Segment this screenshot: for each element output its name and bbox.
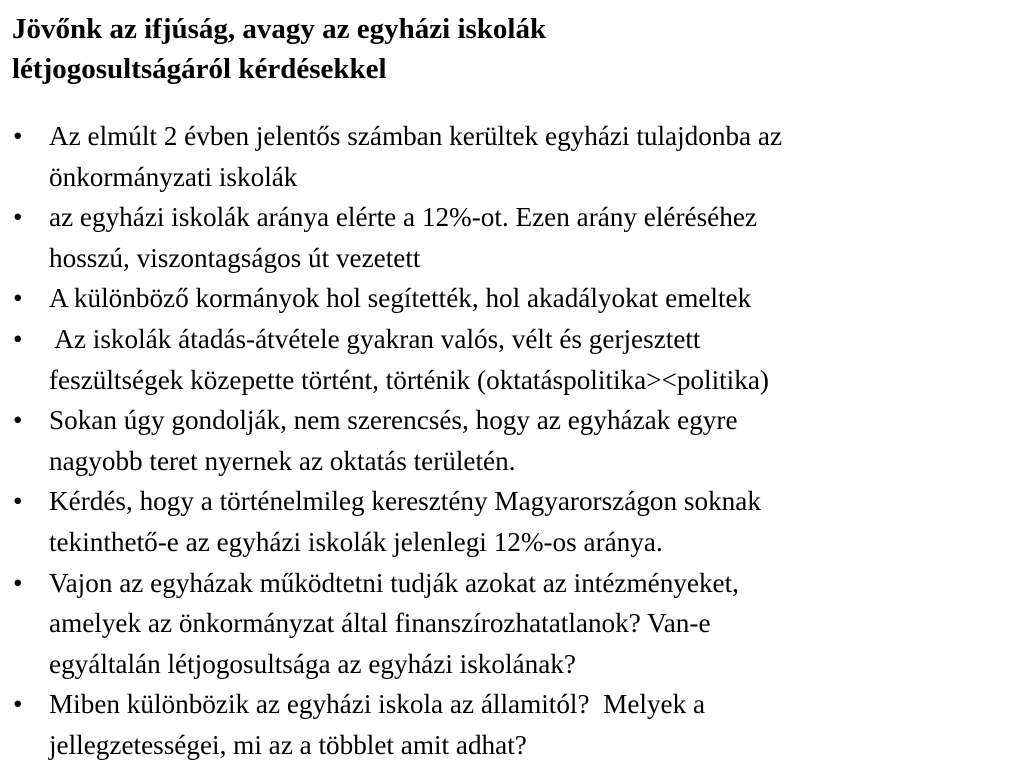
bullet-line: feszültségek közepette történt, történik (oktatáspolitika><politika) — [49, 364, 769, 395]
bullet-item — [0, 319, 1024, 400]
bullet-line: tekinthető-e az egyházi iskolák jelenlegi 12%-os aránya. — [49, 526, 663, 557]
bullet-item — [0, 684, 1024, 765]
bullet-line: A különböző kormányok hol segítették, hol akadályokat emeltek — [49, 283, 752, 314]
bullet-line: Vajon az egyházak működtetni tudják azokat az intézményeket, — [49, 567, 739, 598]
bullet-line: nagyobb teret nyernek az oktatás területén. — [49, 445, 516, 476]
bullet-dot: • — [13, 405, 23, 436]
bullet-dot: • — [13, 486, 23, 517]
bullet-item — [0, 563, 1024, 685]
bullet-line: hosszú, viszontagságos út vezetett — [49, 242, 421, 273]
bullet-dot: • — [13, 689, 23, 720]
bullet-dot: • — [13, 121, 23, 151]
bullet-line: jellegzetességei, mi az a többlet amit adhat? — [49, 729, 527, 760]
bullet-line: Az elmúlt 2 évben jelentős számban kerültek egyházi tulajdonba az — [49, 121, 783, 151]
bullet-dot: • — [13, 283, 23, 314]
bullet-dot: • — [13, 567, 23, 598]
bullet-line: Sokan úgy gondolják, nem szerencsés, hogy az egyházak egyre — [49, 405, 738, 436]
bullet-line: Miben különbözik az egyházi iskola az államitól? Melyek a — [49, 689, 706, 720]
title-line: létjogosultságáról kérdésekkel — [12, 53, 387, 85]
bullet-dot: • — [13, 202, 23, 233]
bullet-line: önkormányzati iskolák — [49, 161, 298, 192]
bullet-line: az egyházi iskolák aránya elérte a 12%-ot. Ezen arány eléréséhez — [49, 202, 757, 233]
bullet-list — [0, 116, 1024, 766]
bullet-item — [0, 116, 1024, 197]
bullet-item — [0, 278, 1024, 319]
bullet-line: egyáltalán létjogosultsága az egyházi iskolának? — [49, 648, 576, 679]
bullet-line: Kérdés, hogy a történelmileg keresztény Magyarországon soknak — [49, 486, 761, 517]
bullet-line: amelyek az önkormányzat által finanszírozhatatlanok? Van-e — [49, 608, 711, 639]
bullet-item — [0, 197, 1024, 278]
bullet-item — [0, 481, 1024, 562]
bullet-dot: • — [13, 323, 23, 354]
bullet-item — [0, 400, 1024, 481]
bullet-line: Az iskolák átadás-átvétele gyakran valós, vélt és gerjesztett — [49, 323, 701, 354]
title-line: Jövőnk az ifjúság, avagy az egyházi iskolák — [12, 13, 547, 45]
slide-title — [12, 9, 1012, 89]
